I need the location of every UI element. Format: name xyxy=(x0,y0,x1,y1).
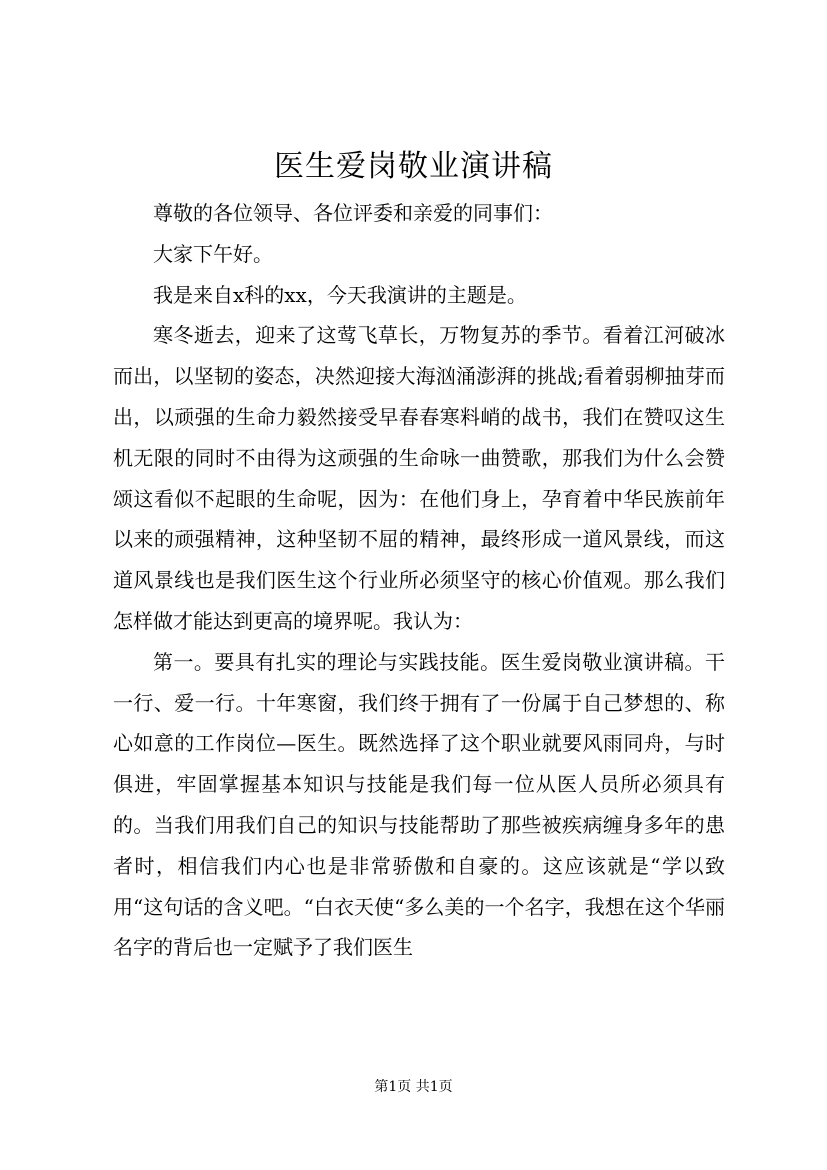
paragraph-salutation: 尊敬的各位领导、各位评委和亲爱的同事们： xyxy=(153,201,553,225)
document-title: 医生爱岗敬业演讲稿 xyxy=(274,149,553,184)
paragraph-opening: 寒冬逝去，迎来了这莺飞草长，万物复苏的季节。看着江河破冰而出，以坚韧的姿态，决然迎接大海汹涌澎湃的挑战;看着弱柳抽芽而出，以顽强的生命力毅然接受早春春寒料峭的战书，我们在赞叹这生机无限的同时不由得为这顽强的生命咏一曲赞歌，那我们为什么会赞颂这看似不起眼的生命呢，因为：在他们身上，孕育着中华民族前年以来的顽强精神，这种坚韧不屈的精神，最终形成一道风景线，而这道风景线也是我们医生这个行业所必须坚守的核心价值观。那么我们怎样做才能达到更高的境界呢。我认为： xyxy=(113,323,725,633)
page-number-footer: 第1页 共1页 xyxy=(374,1079,453,1095)
paragraph-first-point: 第一。要具有扎实的理论与实践技能。医生爱岗敬业演讲稿。干一行、爱一行。十年寒窗，我们终于拥有了一份属于自己梦想的、称心如意的工作岗位—医生。既然选择了这个职业就要风雨同舟，与时俱进，牢固掌握基本知识与技能是我们每一位从医人员所必须具有的。当我们用我们自己的知识与技能帮助了那些被疾病缠身多年的患者时，相信我们内心也是非常骄傲和自豪的。这应该就是“学以致用“这句话的含义吧。“白衣天使“多么美的一个名字，我想在这个华丽名字的背后也一定赋予了我们医生 xyxy=(113,649,725,960)
paragraph-introduction: 我是来自x科的xx，今天我演讲的主题是。 xyxy=(153,282,527,307)
document-body xyxy=(113,193,725,968)
paragraph-greeting: 大家下午好。 xyxy=(153,241,273,266)
